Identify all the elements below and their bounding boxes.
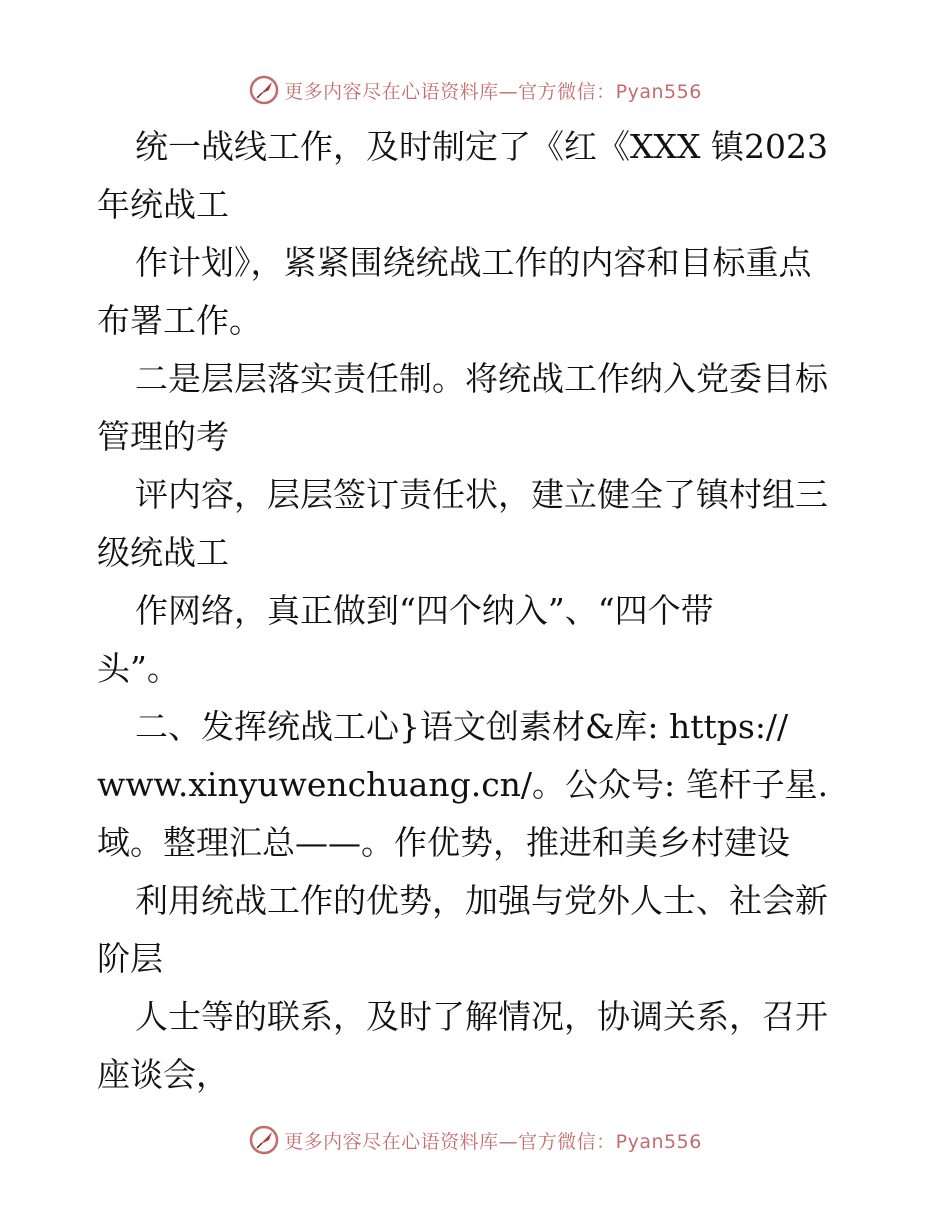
text-line: 管理的考 bbox=[97, 417, 229, 456]
text-line: 评内容，层层签订责任状，建立健全了镇村组三 bbox=[135, 475, 828, 514]
text-line: 二是层层落实责任制。将统战工作纳入党委目标 bbox=[135, 359, 828, 398]
text-line: 人士等的联系，及时了解情况，协调关系，召开 bbox=[135, 997, 828, 1036]
text-line: 座谈会， bbox=[97, 1055, 229, 1094]
text-line: 年统战工 bbox=[97, 185, 229, 224]
text-line: www.xinyuwenchuang.cn/。公众号: 笔杆子星. bbox=[97, 765, 829, 804]
text-line: 域。整理汇总——。作优势，推进和美乡村建设 bbox=[97, 823, 790, 862]
text-line: 级统战工 bbox=[97, 533, 229, 572]
footer-watermark-text: 更多内容尽在心语资料库—官方微信：Pyan556 bbox=[284, 1130, 702, 1153]
text-line: 布署工作。 bbox=[97, 301, 262, 340]
text-line: 二、发挥统战工心}语文创素材&库: https:// bbox=[135, 707, 789, 746]
text-line: 作计划》，紧紧围绕统战工作的内容和目标重点 bbox=[135, 243, 812, 282]
text-line: 利用统战工作的优势，加强与党外人士、社会新 bbox=[135, 881, 828, 920]
quill-logo-icon bbox=[248, 1124, 280, 1156]
text-line: 头”。 bbox=[97, 649, 180, 688]
text-line: 统一战线工作，及时制定了《红《XXX 镇2023 bbox=[135, 127, 828, 166]
text-line: 作网络，真正做到“四个纳入”、“四个带 bbox=[135, 591, 714, 630]
footer-watermark-banner bbox=[0, 1120, 950, 1160]
text-line: 阶层 bbox=[97, 939, 163, 978]
header-watermark-text: 更多内容尽在心语资料库—官方微信：Pyan556 bbox=[284, 80, 702, 103]
